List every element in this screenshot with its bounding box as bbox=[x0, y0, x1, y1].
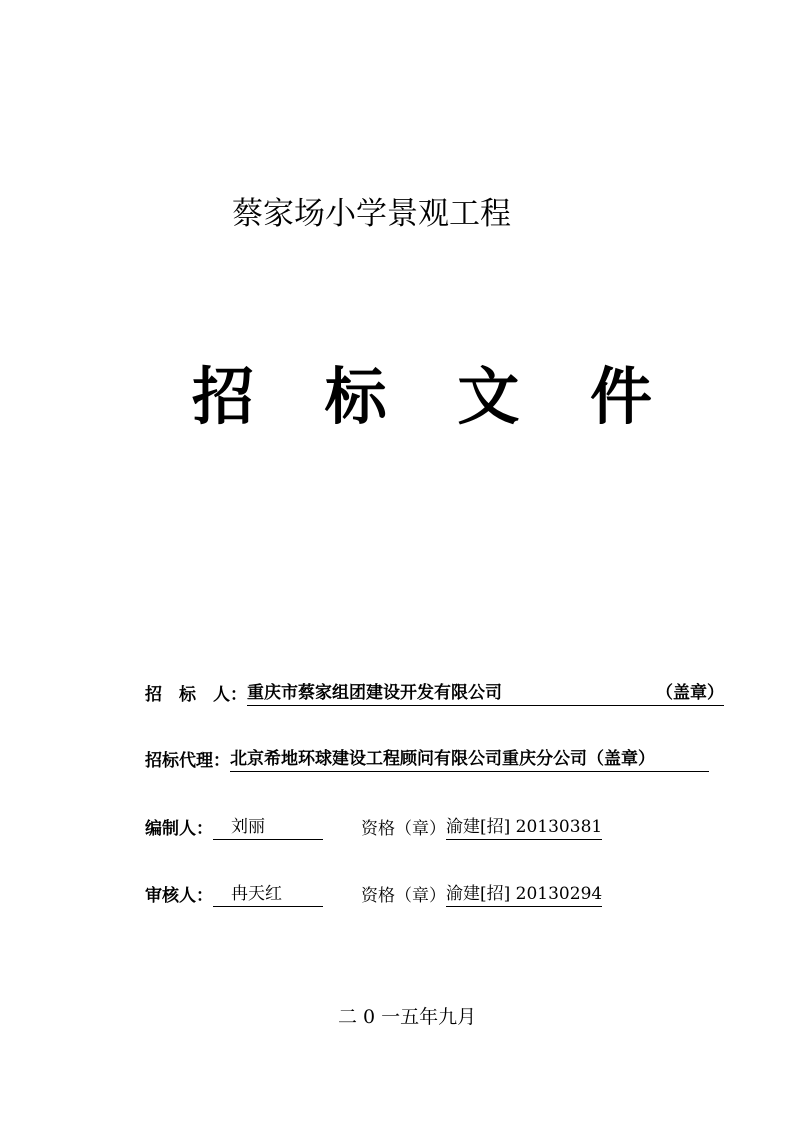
document-date: 二 0 一五年九月 bbox=[338, 1006, 477, 1028]
document-title-char-1: 招 bbox=[192, 360, 255, 433]
compiler-qual-label: 资格（章） bbox=[361, 819, 446, 839]
agent-value: 北京希地环球建设工程顾问有限公司重庆分公司（盖章） bbox=[230, 748, 709, 772]
reviewer-qual-number: 渝建[招] 20130294 bbox=[446, 883, 602, 907]
compiler-row bbox=[145, 816, 602, 840]
document-title-char-3: 文 bbox=[457, 360, 520, 433]
agent-row bbox=[145, 748, 709, 772]
compiler-name: 刘丽 bbox=[213, 816, 323, 840]
tenderer-field bbox=[247, 682, 724, 706]
compiler-qual-number: 渝建[招] 20130381 bbox=[446, 816, 602, 840]
tenderer-row bbox=[145, 682, 724, 706]
project-title: 蔡家场小学景观工程 bbox=[232, 196, 511, 232]
document-title-char-2: 标 bbox=[324, 360, 387, 433]
tenderer-label-char-3: 人： bbox=[213, 685, 247, 705]
reviewer-row bbox=[145, 883, 602, 907]
tenderer-seal: （盖章） bbox=[656, 683, 724, 703]
agent-label: 招标代理： bbox=[145, 751, 230, 771]
reviewer-qual-label: 资格（章） bbox=[361, 886, 446, 906]
reviewer-label: 审核人： bbox=[145, 886, 213, 906]
document-title-char-4: 件 bbox=[589, 360, 652, 433]
tenderer-label-char-2: 标 bbox=[179, 685, 196, 705]
compiler-label: 编制人： bbox=[145, 819, 213, 839]
reviewer-name: 冉天红 bbox=[213, 883, 323, 907]
document-title bbox=[192, 357, 652, 437]
tenderer-value: 重庆市蔡家组团建设开发有限公司 bbox=[247, 683, 502, 703]
tenderer-label-char-1: 招 bbox=[145, 685, 162, 705]
tenderer-label bbox=[145, 684, 247, 706]
